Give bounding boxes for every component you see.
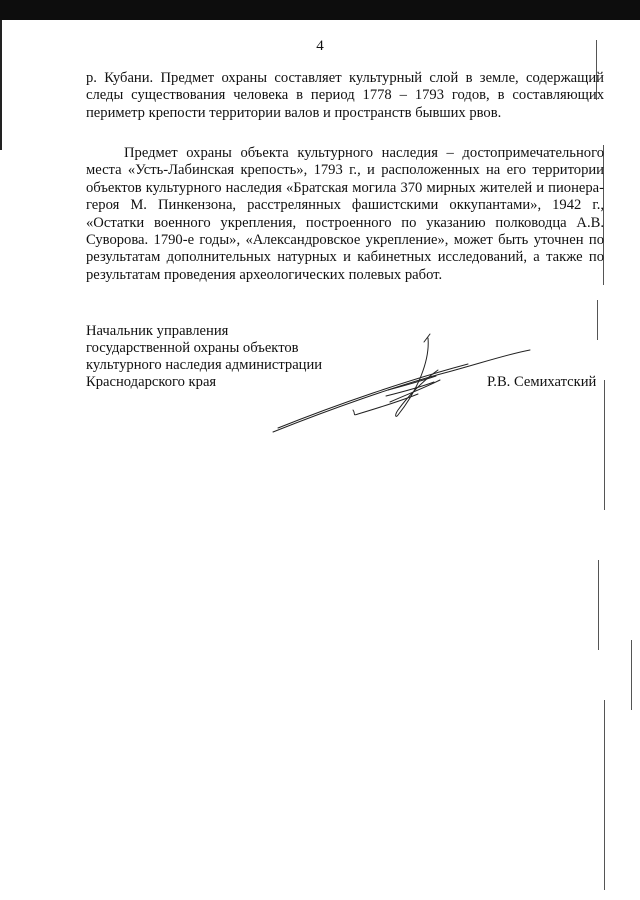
signer-name: Р.В. Семихатский	[487, 374, 597, 390]
page-number: 4	[316, 38, 324, 54]
position-line: Краснодарского края	[86, 374, 217, 390]
scan-artifact-line	[598, 560, 599, 650]
paragraph-protection-subject-1: р. Кубани. Предмет охраны составляет культурный слой в земле, содержащий следы существования человека в период 1778 – 1793 годов, в составляющих периметр крепости территории валов и пространств бывших рвов.	[86, 70, 604, 121]
scan-artifact-line	[597, 300, 598, 340]
paragraph-protection-subject-2: Предмет охраны объекта культурного наследия – достопримечательного места «Усть-Лабинская крепость», 1793 г., и расположенных на его территории объектов культурного наследия «Братская могила 370 мирных жителей и пионера-героя М. Пинкензона, расстрелянных фашистскими оккупантами», 1942 г., «Остатки военного укрепления, построенного по указанию полководца А.В. Суворова. 1790-е годы», «Александровское укрепление», может быть уточнен по результатам дополнительных натурных и кабинетных исследований, а также по результатам проведения археологических полевых работ.	[86, 145, 604, 283]
scan-top-border	[0, 0, 640, 20]
position-line: государственной охраны объектов	[86, 340, 299, 356]
position-line: Начальник управления	[86, 323, 229, 339]
scan-artifact-line	[604, 700, 605, 890]
scan-artifact-line	[604, 380, 605, 510]
position-line: культурного наследия администрации	[86, 357, 323, 373]
scan-artifact-line	[631, 640, 632, 710]
handwritten-signature	[268, 330, 538, 440]
